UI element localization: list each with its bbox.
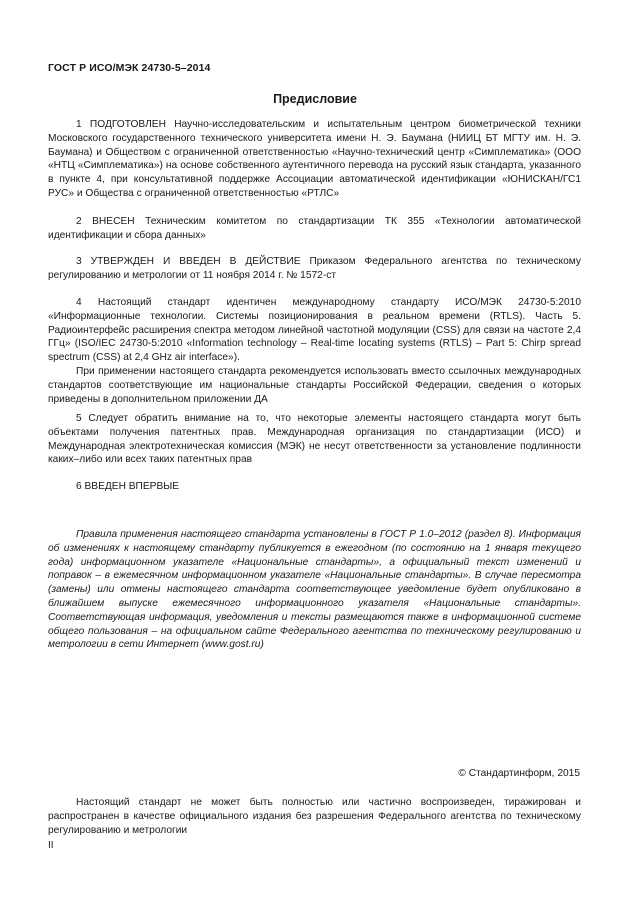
- item-4-text: 4 Настоящий стандарт идентичен международному стандарту ИСО/МЭК 24730-5:2010 «Информационные технологии. Системы позиционирования в реальном времени (RTLS). Часть 5. Радиоинтерфейс расширения спектра методом линейной частотной модуляции (CSS) для связи на частоте 2,4 ГГц» (ISO/IEC 24730-5:2010 «Information technology – Real-time locating systems (RTLS) – Part 5: Chirp spread spectrum (CSS) at 2,4 GHz air interface»).: [48, 297, 581, 364]
- copyright-line: © Стандартинформ, 2015: [458, 768, 580, 779]
- item-3-text: 3 УТВЕРЖДЕН И ВВЕДЕН В ДЕЙСТВИЕ Приказом Федерального агентства по техническому регулированию и метрологии от 11 ноября 2014 г. № 1572-ст: [48, 256, 581, 281]
- reproduction-text: Настоящий стандарт не может быть полностью или частично воспроизведен, тиражирован и распространен в качестве официального издания без разрешения Федерального агентства по техническому регулированию и метрологии: [48, 797, 581, 836]
- item-4-note-text: При применении настоящего стандарта рекомендуется использовать вместо ссылочных международных стандартов соответствующие им национальные стандарты Российской Федерации, сведения о которых приведены в дополнительном приложении ДА: [48, 365, 581, 405]
- item-1-text: 1 ПОДГОТОВЛЕН Научно-исследовательским и испытательным центром биометрической техники Московского государственного технического университета имени Н. Э. Баумана (НИИЦ БТ МГТУ им. Н. Э. Баумана) и Обществом с ограниченной ответственностью «Научно-технический центр «Симплематика» (ООО «НТЦ «Симплематика») на основе собственного аутентичного перевода на русский язык стандарта, указанного в пункте 4, при консультативной поддержке Ассоциации автоматической идентификации «ЮНИСКАН/ГС1 РУС» и Общества с ограниченной ответственностью «РТЛС»: [48, 119, 581, 199]
- item-6-block: [48, 480, 581, 494]
- notice-block: [48, 528, 581, 652]
- item-6-text: 6 ВВЕДЕН ВПЕРВЫЕ: [76, 481, 180, 492]
- page-title: Предисловие: [273, 92, 357, 106]
- item-5-block: [48, 412, 581, 467]
- item-4-block: [48, 296, 581, 406]
- page-number: II: [48, 840, 54, 851]
- notice-text: Правила применения настоящего стандарта установлены в ГОСТ Р 1.0–2012 (раздел 8). Информация об изменениях к настоящему стандарту публикуется в ежегодном (по состоянию на 1 января текущего года) информационном указателе «Национальные стандарты», а официальный текст изменений и поправок – в ежемесячном информационном указателе «Национальные стандарты». В случае пересмотра (замены) или отмены настоящего стандарта соответствующее уведомление будет опубликовано в ближайшем выпуске ежемесячного информационного указателя «Национальные стандарты». Соответствующая информация, уведомления и тексты размещаются также в информационной системе общего пользования – на официальном сайте Федерального агентства по техническому регулированию и метрологии в сети Интернет (www.gost.ru): [48, 529, 581, 651]
- item-3-block: [48, 255, 581, 283]
- item-2-text: 2 ВНЕСЕН Техническим комитетом по стандартизации ТК 355 «Технологии автоматической идентификации и сбора данных»: [48, 216, 581, 241]
- document-code-header: ГОСТ Р ИСО/МЭК 24730-5–2014: [48, 62, 211, 74]
- reproduction-block: [48, 796, 581, 837]
- item-1-block: [48, 118, 581, 201]
- item-2-block: [48, 215, 581, 243]
- item-5-text: 5 Следует обратить внимание на то, что некоторые элементы настоящего стандарта могут быть объектами получения патентных прав. Международная организация по стандартизации (ИСО) и Международная электротехническая комиссия (МЭК) не несут ответственности за установление подлинности каких–либо или всех таких патентных прав: [48, 413, 581, 466]
